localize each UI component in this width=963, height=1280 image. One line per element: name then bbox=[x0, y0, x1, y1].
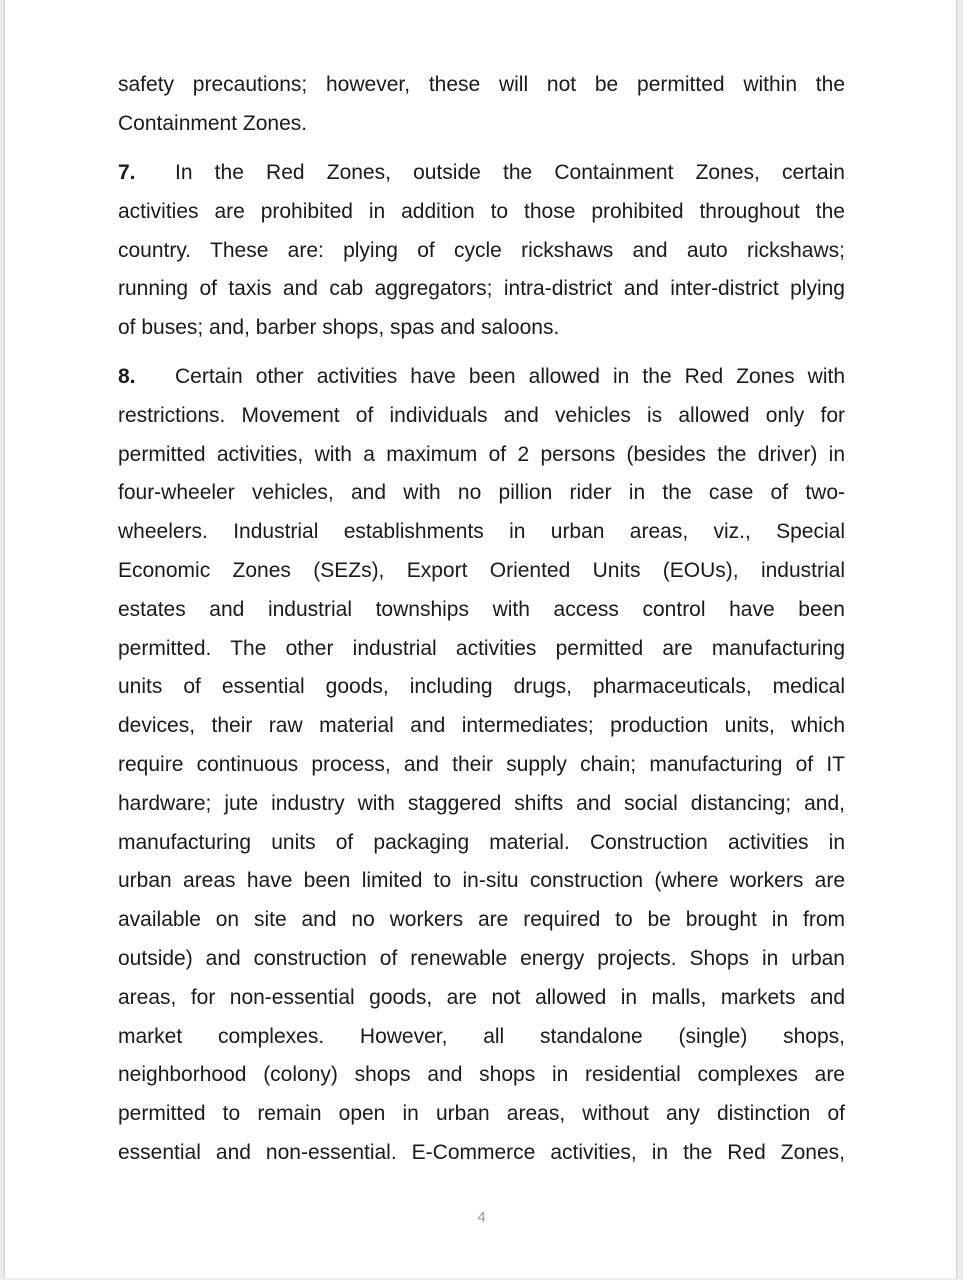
paragraph-7 bbox=[118, 154, 845, 348]
page-number: 4 bbox=[477, 1209, 486, 1226]
text-line bbox=[118, 358, 845, 397]
text-line: four-wheeler vehicles, and with no pillion rider in the case of two- bbox=[118, 481, 845, 505]
paragraph-8 bbox=[118, 358, 845, 1173]
continuation-paragraph bbox=[118, 66, 845, 144]
text-line: devices, their raw material and intermediates; production units, which bbox=[118, 714, 845, 738]
text-line: running of taxis and cab aggregators; intra-district and inter-district plying bbox=[118, 277, 845, 301]
text-line: wheelers. Industrial establishments in urban areas, viz., Special bbox=[118, 520, 845, 544]
text-line: available on site and no workers are required to be brought in from bbox=[118, 908, 845, 932]
paragraph-number: 7. bbox=[118, 161, 136, 184]
text-line: permitted activities, with a maximum of 2 persons (besides the driver) in bbox=[118, 442, 845, 466]
text-line: activities are prohibited in addition to those prohibited throughout the bbox=[118, 199, 845, 223]
text-line: estates and industrial townships with access control have been bbox=[118, 597, 845, 621]
text-line: Economic Zones (SEZs), Export Oriented Units (EOUs), industrial bbox=[118, 558, 845, 582]
text-line: urban areas have been limited to in-situ construction (where workers are bbox=[118, 869, 845, 893]
text-line: market complexes. However, all standalone (single) shops, bbox=[118, 1024, 845, 1048]
text-line: require continuous process, and their supply chain; manufacturing of IT bbox=[118, 752, 845, 776]
text-line: units of essential goods, including drugs, pharmaceuticals, medical bbox=[118, 675, 845, 699]
text-line: of buses; and, barber shops, spas and saloons. bbox=[118, 316, 560, 340]
text-line-content: Certain other activities have been allowed in the Red Zones with bbox=[175, 365, 845, 388]
text-line: areas, for non-essential goods, are not allowed in malls, markets and bbox=[118, 985, 845, 1009]
text-line-content: In the Red Zones, outside the Containment Zones, certain bbox=[175, 161, 845, 184]
text-line: safety precautions; however, these will not be permitted within the bbox=[118, 73, 845, 96]
text-line: essential and non-essential. E-Commerce activities, in the Red Zones, bbox=[118, 1140, 845, 1164]
text-line: country. These are: plying of cycle rickshaws and auto rickshaws; bbox=[118, 238, 845, 262]
text-line: manufacturing units of packaging material. Construction activities in bbox=[118, 830, 845, 854]
text-line: permitted. The other industrial activities permitted are manufacturing bbox=[118, 636, 845, 660]
text-line: outside) and construction of renewable energy projects. Shops in urban bbox=[118, 946, 845, 970]
text-line: permitted to remain open in urban areas, without any distinction of bbox=[118, 1102, 845, 1126]
text-line bbox=[118, 154, 845, 193]
document-page bbox=[4, 0, 957, 1278]
text-line: neighborhood (colony) shops and shops in residential complexes are bbox=[118, 1063, 845, 1087]
paragraph-number: 8. bbox=[118, 365, 136, 388]
text-line: restrictions. Movement of individuals and vehicles is allowed only for bbox=[118, 403, 845, 427]
text-line: hardware; jute industry with staggered shifts and social distancing; and, bbox=[118, 791, 845, 815]
text-line: Containment Zones. bbox=[118, 111, 308, 135]
